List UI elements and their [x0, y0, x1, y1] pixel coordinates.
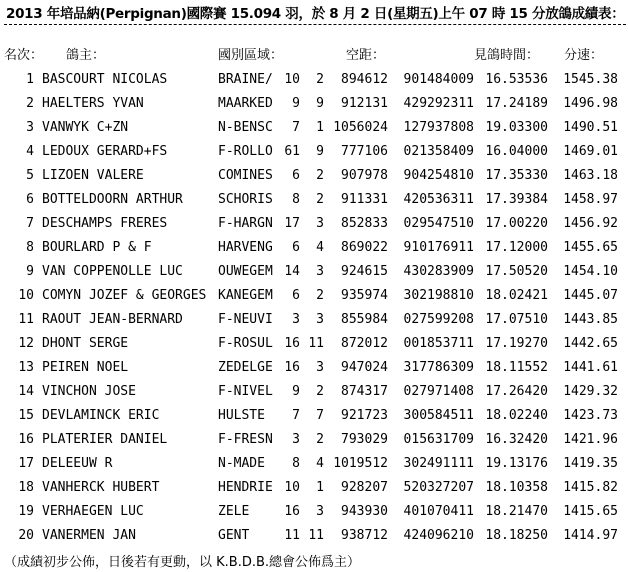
owner-cell: LIZOEN VALERE [42, 168, 144, 183]
entries-cell: 17 [284, 216, 300, 231]
rank-cell: 8 [26, 240, 34, 255]
ring-cell: 430283909 [403, 264, 474, 279]
distance-cell: 855984 [341, 312, 388, 327]
rank-cell: 19 [18, 504, 34, 519]
time-cell: 17.07510 [485, 312, 548, 327]
entries-cell: 6 [292, 288, 300, 303]
rank-cell: 14 [18, 384, 34, 399]
speed-cell: 1443.85 [563, 312, 618, 327]
ring-cell: 302198810 [403, 288, 474, 303]
prizes-cell: 3 [316, 264, 324, 279]
time-cell: 18.21470 [485, 504, 548, 519]
owner-cell: DELEEUW R [42, 456, 113, 471]
speed-cell: 1429.32 [563, 384, 618, 399]
distance-cell: 935974 [341, 288, 388, 303]
time-cell: 16.53536 [485, 72, 548, 87]
prizes-cell: 4 [316, 456, 324, 471]
entries-cell: 16 [284, 336, 300, 351]
owner-cell: VANERMEN JAN [42, 528, 136, 543]
owner-cell: VINCHON JOSE [42, 384, 136, 399]
table-row [0, 404, 628, 428]
time-cell: 17.26420 [485, 384, 548, 399]
distance-cell: 852833 [341, 216, 388, 231]
distance-cell: 912131 [341, 96, 388, 111]
time-cell: 16.04000 [485, 144, 548, 159]
rank-cell: 1 [26, 72, 34, 87]
distance-cell: 907978 [341, 168, 388, 183]
speed-cell: 1454.10 [563, 264, 618, 279]
distance-cell: 943930 [341, 504, 388, 519]
entries-cell: 6 [292, 240, 300, 255]
rank-cell: 13 [18, 360, 34, 375]
rank-cell: 5 [26, 168, 34, 183]
ring-cell: 021358409 [403, 144, 474, 159]
rank-cell: 3 [26, 120, 34, 135]
entries-cell: 9 [292, 384, 300, 399]
header-time: 見鴿時間： [474, 48, 540, 63]
prizes-cell: 11 [308, 336, 324, 351]
entries-cell: 6 [292, 168, 300, 183]
distance-cell: 921723 [341, 408, 388, 423]
region-cell: GENT [218, 528, 250, 543]
entries-cell: 7 [292, 120, 300, 135]
region-cell: F-ROSUL [218, 336, 273, 351]
ring-cell: 401070411 [403, 504, 474, 519]
table-row [0, 380, 628, 404]
entries-cell: 3 [292, 432, 300, 447]
speed-cell: 1545.38 [563, 72, 618, 87]
entries-cell: 7 [292, 408, 300, 423]
table-row [0, 284, 628, 308]
speed-cell: 1442.65 [563, 336, 618, 351]
table-row [0, 212, 628, 236]
region-cell: HARVENG [218, 240, 273, 255]
prizes-cell: 3 [316, 312, 324, 327]
entries-cell: 3 [292, 312, 300, 327]
table-row [0, 428, 628, 452]
region-cell: OUWEGEM [218, 264, 273, 279]
entries-cell: 9 [292, 96, 300, 111]
ring-cell: 520327207 [403, 480, 474, 495]
header-speed: 分速： [564, 48, 604, 63]
table-row [0, 356, 628, 380]
speed-cell: 1423.73 [563, 408, 618, 423]
entries-cell: 10 [284, 480, 300, 495]
rank-cell: 12 [18, 336, 34, 351]
time-cell: 18.10358 [485, 480, 548, 495]
rank-cell: 18 [18, 480, 34, 495]
region-cell: KANEGEM [218, 288, 273, 303]
ring-cell: 300584511 [403, 408, 474, 423]
prizes-cell: 9 [316, 96, 324, 111]
region-cell: SCHORIS [218, 192, 273, 207]
time-cell: 17.24189 [485, 96, 548, 111]
prizes-cell: 4 [316, 240, 324, 255]
region-cell: N-BENSC [218, 120, 273, 135]
owner-cell: VAN COPPENOLLE LUC [42, 264, 183, 279]
footer-note: （成績初步公佈，日後若有更動，以 K.B.D.B.總會公佈爲主） [4, 555, 361, 570]
header-rank: 名次： [4, 48, 44, 63]
speed-cell: 1456.92 [563, 216, 618, 231]
header-distance: 空距： [346, 48, 386, 63]
ring-cell: 127937808 [403, 120, 474, 135]
time-cell: 18.11552 [485, 360, 548, 375]
owner-cell: DESCHAMPS FRERES [42, 216, 168, 231]
prizes-cell: 2 [316, 384, 324, 399]
speed-cell: 1490.51 [563, 120, 618, 135]
time-cell: 17.39384 [485, 192, 548, 207]
entries-cell: 14 [284, 264, 300, 279]
distance-cell: 928207 [341, 480, 388, 495]
distance-cell: 938712 [341, 528, 388, 543]
distance-cell: 874317 [341, 384, 388, 399]
entries-cell: 16 [284, 360, 300, 375]
time-cell: 17.19270 [485, 336, 548, 351]
prizes-cell: 3 [316, 216, 324, 231]
rank-cell: 2 [26, 96, 34, 111]
distance-cell: 894612 [341, 72, 388, 87]
table-row [0, 164, 628, 188]
region-cell: N-MADE [218, 456, 265, 471]
page-title: 2013 年培品納(Perpignan)國際賽 15.094 羽，於 8 月 2 日(星期五)上午 07 時 15 分放鴿成績表： [6, 6, 625, 22]
table-row [0, 524, 628, 548]
time-cell: 18.18250 [485, 528, 548, 543]
prizes-cell: 9 [316, 144, 324, 159]
ring-cell: 424096210 [403, 528, 474, 543]
rank-cell: 4 [26, 144, 34, 159]
prizes-cell: 1 [316, 120, 324, 135]
speed-cell: 1441.61 [563, 360, 618, 375]
ring-cell: 027599208 [403, 312, 474, 327]
region-cell: F-FRESN [218, 432, 273, 447]
rank-cell: 16 [18, 432, 34, 447]
entries-cell: 8 [292, 192, 300, 207]
region-cell: HENDRIE [218, 480, 273, 495]
time-cell: 18.02240 [485, 408, 548, 423]
time-cell: 19.03300 [485, 120, 548, 135]
rank-cell: 7 [26, 216, 34, 231]
time-cell: 16.32420 [485, 432, 548, 447]
speed-cell: 1415.82 [563, 480, 618, 495]
table-row [0, 236, 628, 260]
region-cell: MAARKED [218, 96, 273, 111]
table-row [0, 332, 628, 356]
prizes-cell: 2 [316, 72, 324, 87]
ring-cell: 001853711 [403, 336, 474, 351]
owner-cell: COMYN JOZEF & GEORGES [42, 288, 207, 303]
table-row [0, 140, 628, 164]
prizes-cell: 2 [316, 288, 324, 303]
owner-cell: HAELTERS YVAN [42, 96, 144, 111]
ring-cell: 317786309 [403, 360, 474, 375]
ring-cell: 429292311 [403, 96, 474, 111]
table-row [0, 452, 628, 476]
speed-cell: 1496.98 [563, 96, 618, 111]
distance-cell: 1019512 [333, 456, 388, 471]
time-cell: 18.02421 [485, 288, 548, 303]
entries-cell: 16 [284, 504, 300, 519]
speed-cell: 1419.35 [563, 456, 618, 471]
distance-cell: 947024 [341, 360, 388, 375]
time-cell: 17.00220 [485, 216, 548, 231]
divider [4, 24, 626, 25]
owner-cell: LEDOUX GERARD+FS [42, 144, 168, 159]
time-cell: 17.50520 [485, 264, 548, 279]
prizes-cell: 11 [308, 528, 324, 543]
region-cell: ZELE [218, 504, 250, 519]
rank-cell: 15 [18, 408, 34, 423]
header-region: 國別區域： [218, 48, 284, 63]
time-cell: 17.35330 [485, 168, 548, 183]
region-cell: HULSTE [218, 408, 265, 423]
ring-cell: 029547510 [403, 216, 474, 231]
region-cell: F-HARGN [218, 216, 273, 231]
ring-cell: 027971408 [403, 384, 474, 399]
region-cell: ZEDELGE [218, 360, 273, 375]
speed-cell: 1414.97 [563, 528, 618, 543]
speed-cell: 1458.97 [563, 192, 618, 207]
distance-cell: 1056024 [333, 120, 388, 135]
owner-cell: BOTTELDOORN ARTHUR [42, 192, 183, 207]
rank-cell: 17 [18, 456, 34, 471]
ring-cell: 015631709 [403, 432, 474, 447]
owner-cell: VANHERCK HUBERT [42, 480, 160, 495]
prizes-cell: 1 [316, 480, 324, 495]
ring-cell: 904254810 [403, 168, 474, 183]
region-cell: F-NIVEL [218, 384, 273, 399]
owner-cell: PEIREN NOEL [42, 360, 129, 375]
rank-cell: 9 [26, 264, 34, 279]
rank-cell: 20 [18, 528, 34, 543]
table-row [0, 188, 628, 212]
prizes-cell: 2 [316, 192, 324, 207]
distance-cell: 924615 [341, 264, 388, 279]
table-row [0, 260, 628, 284]
speed-cell: 1421.96 [563, 432, 618, 447]
ring-cell: 420536311 [403, 192, 474, 207]
distance-cell: 793029 [341, 432, 388, 447]
header-owner: 鴿主： [66, 48, 106, 63]
entries-cell: 8 [292, 456, 300, 471]
table-row [0, 476, 628, 500]
prizes-cell: 3 [316, 504, 324, 519]
speed-cell: 1455.65 [563, 240, 618, 255]
owner-cell: DHONT SERGE [42, 336, 129, 351]
owner-cell: DEVLAMINCK ERIC [42, 408, 160, 423]
rank-cell: 10 [18, 288, 34, 303]
prizes-cell: 2 [316, 168, 324, 183]
table-row [0, 92, 628, 116]
entries-cell: 61 [284, 144, 300, 159]
distance-cell: 872012 [341, 336, 388, 351]
owner-cell: RAOUT JEAN-BERNARD [42, 312, 183, 327]
entries-cell: 10 [284, 72, 300, 87]
speed-cell: 1415.65 [563, 504, 618, 519]
distance-cell: 869022 [341, 240, 388, 255]
region-cell: COMINES [218, 168, 273, 183]
speed-cell: 1463.18 [563, 168, 618, 183]
table-row [0, 68, 628, 92]
owner-cell: VERHAEGEN LUC [42, 504, 144, 519]
table-row [0, 500, 628, 524]
owner-cell: BASCOURT NICOLAS [42, 72, 168, 87]
table-row [0, 116, 628, 140]
entries-cell: 11 [284, 528, 300, 543]
distance-cell: 911331 [341, 192, 388, 207]
distance-cell: 777106 [341, 144, 388, 159]
time-cell: 19.13176 [485, 456, 548, 471]
table-row [0, 308, 628, 332]
region-cell: F-NEUVI [218, 312, 273, 327]
owner-cell: BOURLARD P & F [42, 240, 152, 255]
owner-cell: VANWYK C+ZN [42, 120, 129, 135]
ring-cell: 302491111 [403, 456, 474, 471]
region-cell: BRAINE/ [218, 72, 273, 87]
ring-cell: 910176911 [403, 240, 474, 255]
rank-cell: 11 [18, 312, 34, 327]
prizes-cell: 3 [316, 360, 324, 375]
region-cell: F-ROLLO [218, 144, 273, 159]
ring-cell: 901484009 [403, 72, 474, 87]
prizes-cell: 2 [316, 432, 324, 447]
speed-cell: 1445.07 [563, 288, 618, 303]
rank-cell: 6 [26, 192, 34, 207]
speed-cell: 1469.01 [563, 144, 618, 159]
owner-cell: PLATERIER DANIEL [42, 432, 168, 447]
prizes-cell: 7 [316, 408, 324, 423]
time-cell: 17.12000 [485, 240, 548, 255]
